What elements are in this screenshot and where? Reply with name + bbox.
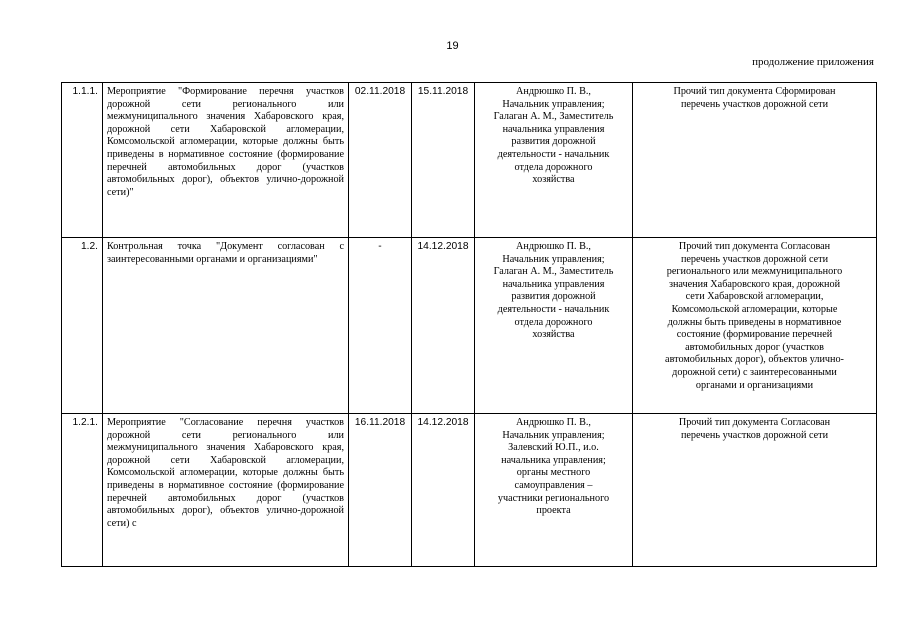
responsible-line: проекта [536,505,571,517]
table-row [62,238,877,414]
responsible-line: самоуправления – [514,479,593,491]
result-line: перечень участков дорожной сети [680,98,829,110]
row-number: 1.2. [62,238,103,414]
result-line: Прочий тип документа Согласован [678,241,831,252]
start-date: - [349,238,412,414]
responsible-line: начальника управления [502,123,605,135]
result-line: должны быть приведены в нормативное [667,316,842,328]
responsible-line: развития дорожной [511,291,596,303]
responsible-line: Залевский Ю.П., и.о. [508,442,599,454]
responsible-line: Начальник управления; [502,98,605,110]
responsible-line: хозяйства [532,174,575,186]
result-line: сети Хабаровской агломерации, [685,291,824,303]
result-line: автомобильных дорог (участков [685,341,824,353]
responsible-line: деятельности - начальник [497,148,610,160]
table-row [62,414,877,567]
responsible-line: участники регионального [497,492,610,504]
responsible-line: развития дорожной [511,136,596,148]
start-date: 16.11.2018 [349,414,412,567]
end-date: 14.12.2018 [412,414,475,567]
result-line: автомобильных дорог), объектов улично- [665,354,844,366]
result-line: состояние (формирование перечней [676,329,833,341]
activity-name: Контрольная точка "Документ согласован с заинтересованными органами и организациями" [103,238,349,414]
end-date: 15.11.2018 [412,83,475,238]
table-row [62,83,877,238]
continuation-label: продолжение приложения [752,56,874,68]
result-line: дорожной сети) с заинтересованными [672,366,837,378]
row-number: 1.2.1. [62,414,103,567]
result-description [633,83,877,238]
responsible-line: хозяйства [532,329,575,341]
activity-name: Мероприятие "Согласование перечня участков дорожной сети регионального или межмуниципального значения Хабаровского края, дорожной сети Хабаровской агломерации, Комсомольской агломерации, которые должны быть приведены в нормативное состояние (формирование перечней автомобильных дорог (участков автомобильных дорог), объектов улично-дорожной сети) с [103,414,349,567]
result-line: перечень участков дорожной сети [680,253,829,265]
responsible-line: отдела дорожного [514,316,593,328]
responsible-line: Начальник управления; [502,253,605,265]
result-description [633,414,877,567]
responsible-line: Андрюшко П. В., [516,241,591,252]
result-line: Прочий тип документа Согласован [678,417,831,428]
activity-name: Мероприятие "Формирование перечня участков дорожной сети регионального или межмуниципального значения Хабаровского края, дорожной сети Хабаровской агломерации, Комсомольской агломерации, которые должны быть приведены в нормативное состояние (формирование перечней автомобильных дорог (участков автомобильных дорог), объектов улично-дорожной сети)" [103,83,349,238]
responsible-persons [475,83,633,238]
activities-table [61,82,877,567]
row-number: 1.1.1. [62,83,103,238]
result-description [633,238,877,414]
responsible-persons [475,414,633,567]
start-date: 02.11.2018 [349,83,412,238]
result-line: значения Хабаровского края, дорожной [668,278,841,290]
responsible-line: Начальник управления; [502,429,605,441]
responsible-line: органы местного [516,467,591,479]
result-line: перечень участков дорожной сети [680,429,829,441]
responsible-line: деятельности - начальник [497,303,610,315]
end-date: 14.12.2018 [412,238,475,414]
responsible-persons [475,238,633,414]
responsible-line: начальника управления; [501,454,606,466]
result-line: органами и организациями [695,379,814,391]
result-line: регионального или межмуниципального [666,266,843,278]
result-line: Прочий тип документа Сформирован [673,86,836,97]
responsible-line: Андрюшко П. В., [516,86,591,97]
responsible-line: Галаган А. М., Заместитель [493,266,614,278]
responsible-line: Галаган А. М., Заместитель [493,111,614,123]
responsible-line: Андрюшко П. В., [516,417,591,428]
result-line: Комсомольской агломерации, которые [671,303,838,315]
responsible-line: начальника управления [502,278,605,290]
responsible-line: отдела дорожного [514,161,593,173]
page-number: 19 [446,40,459,52]
